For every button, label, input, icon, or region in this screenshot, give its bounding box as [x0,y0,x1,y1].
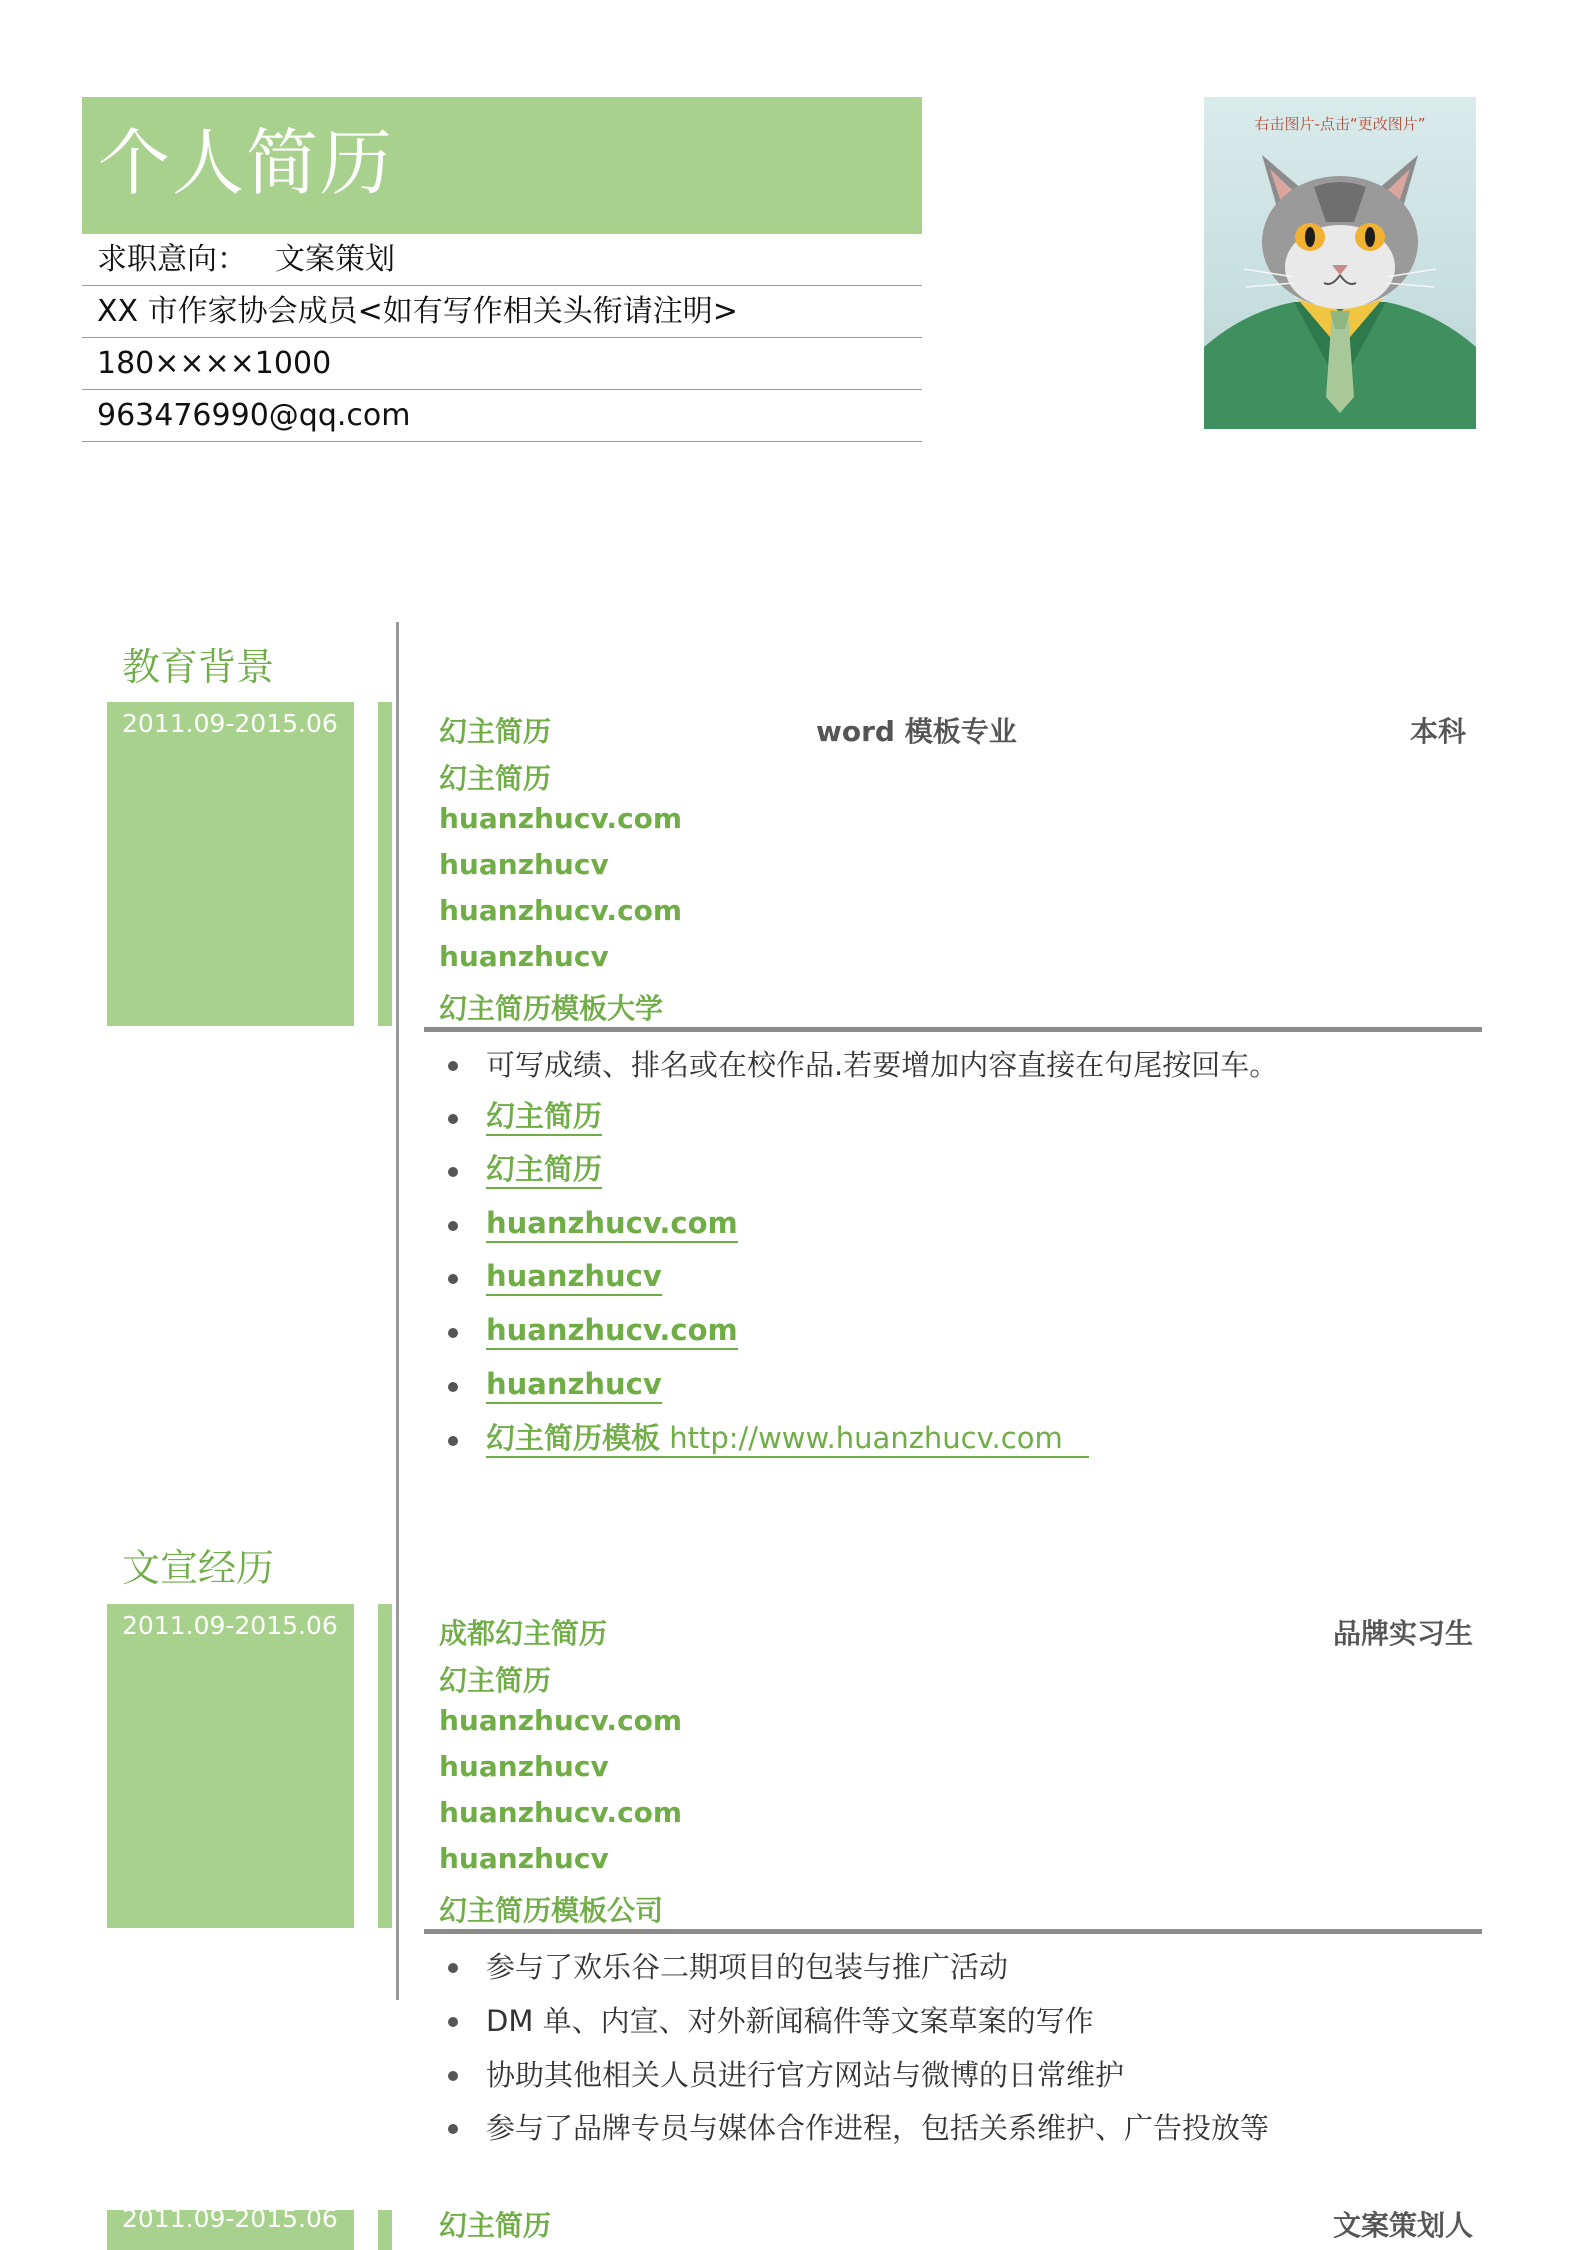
bullet-dot [448,1221,458,1231]
next-accent-bar [378,2210,392,2250]
cat-portrait-image [1204,97,1476,429]
work-line: 幻主简历模板公司 [439,1894,664,1927]
bullet-dot [448,2071,458,2081]
membership-row [82,286,922,338]
next-company: 幻主简历 [439,2209,552,2242]
education-bullet-link[interactable]: huanzhucv.com [486,1312,738,1350]
website-url[interactable]: http://www.huanzhucv.com [660,1421,1063,1455]
work-line: huanzhucv [439,1842,609,1875]
work-separator [424,1929,1482,1934]
bullet-dot [448,1114,458,1124]
education-date: 2011.09-2015.06 [122,709,338,738]
job-intent-row [82,234,922,286]
next-date: 2011.09-2015.06 [122,2204,338,2233]
education-line: huanzhucv.com [439,802,683,835]
next-entry-clipped [0,2204,1586,2242]
education-line: 幻主简历 [439,762,552,795]
work-bullet-text: 参与了品牌专员与媒体合作进程，包括关系维护、广告投放等 [486,2111,1270,2145]
education-bullet-link[interactable] [486,1420,1089,1458]
education-line: huanzhucv [439,848,609,881]
timeline-divider [396,622,399,2000]
work-line: huanzhucv.com [439,1796,683,1829]
work-company: 成都幻主简历 [439,1617,608,1650]
page-title: 个人简历 [98,121,395,205]
work-bullet-text: 协助其他相关人员进行官方网站与微博的日常维护 [486,2058,1125,2092]
photo-change-hint: 右击图片-点击“更改图片” [1254,115,1426,133]
work-position: 品牌实习生 [1333,1617,1474,1650]
education-line: huanzhucv.com [439,894,683,927]
phone-text: 180××××1000 [97,346,332,381]
work-line: huanzhucv [439,1750,609,1783]
education-date-block [107,702,354,1026]
bullet-dot [448,1328,458,1338]
education-bullet-link[interactable]: 幻主简历 [486,1151,602,1189]
work-line: 幻主简历 [439,1664,552,1697]
education-separator [424,1027,1482,1032]
education-bullet-link[interactable]: huanzhucv [486,1366,662,1404]
work-bullet-text: 参与了欢乐谷二期项目的包装与推广活动 [486,1950,1009,1984]
job-intent-value: 文案策划 [275,242,395,277]
education-accent-bar [378,702,392,1026]
education-section-title: 教育背景 [122,645,275,689]
bullet-dot [448,1274,458,1284]
education-line: 幻主简历模板大学 [439,992,664,1025]
profile-photo[interactable] [1204,97,1476,429]
education-line: huanzhucv [439,940,609,973]
template-link-label: 幻主简历模板 [486,1421,661,1455]
education-bullet-text: 可写成绩、排名或在校作品.若要增加内容直接在句尾按回车。 [486,1048,1279,1082]
bullet-dot [448,1167,458,1177]
bullet-dot [448,1436,458,1446]
education-bullet-link[interactable]: huanzhucv [486,1258,662,1296]
job-intent-label: 求职意向： [97,242,247,277]
phone-row [82,338,922,390]
education-major: word 模板专业 [816,715,1017,748]
bullet-dot [448,2017,458,2027]
education-school: 幻主简历 [439,715,552,748]
work-line: huanzhucv.com [439,1704,683,1737]
bullet-dot [448,1061,458,1071]
bullet-dot [448,1963,458,1973]
education-bullet-link[interactable]: 幻主简历 [486,1098,602,1136]
email-row [82,390,922,442]
education-degree: 本科 [1410,715,1467,748]
work-date-block [107,1604,354,1928]
work-bullet-text: DM 单、内宣、对外新闻稿件等文案草案的写作 [486,2004,1094,2038]
work-section-title: 文宣经历 [122,1546,275,1590]
work-date: 2011.09-2015.06 [122,1611,338,1640]
membership-text: XX 市作家协会成员<如有写作相关头衔请注明> [97,294,738,329]
bullet-dot [448,1382,458,1392]
email-text: 963476990@qq.com [97,398,411,433]
education-bullet-link[interactable]: huanzhucv.com [486,1205,738,1243]
next-position: 文案策划人 [1333,2209,1474,2242]
work-accent-bar [378,1604,392,1928]
bullet-dot [448,2124,458,2134]
